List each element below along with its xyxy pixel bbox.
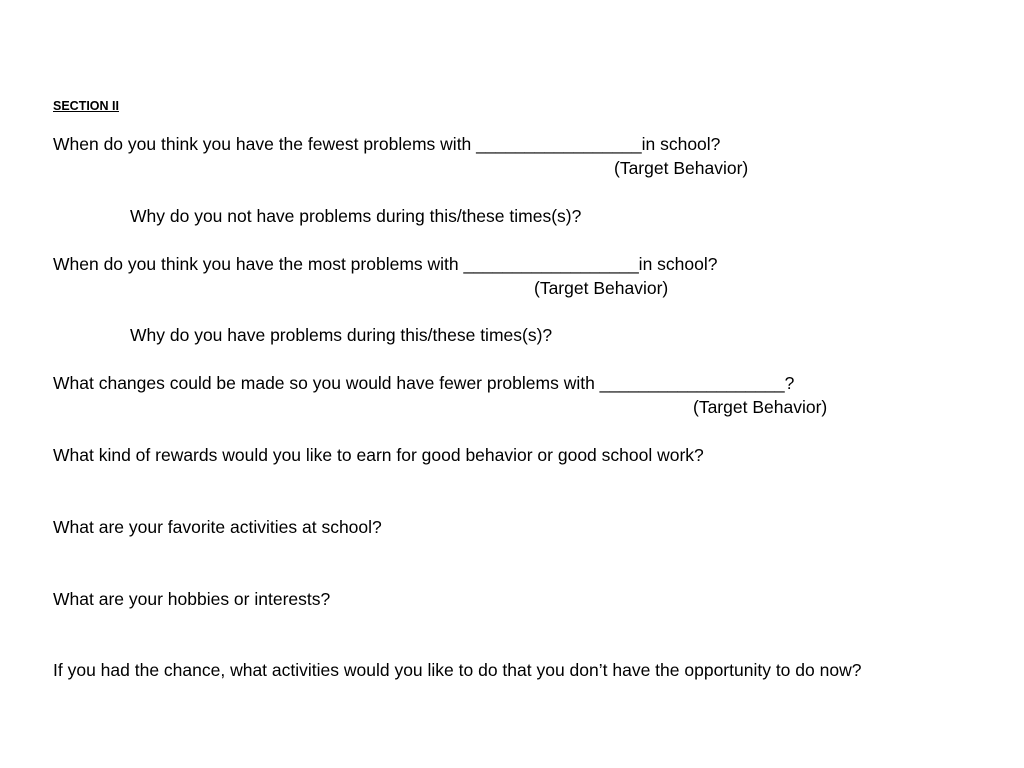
question-fewest-problems: When do you think you have the fewest problems with _________________in school? <box>53 134 721 154</box>
section-title: SECTION II <box>53 99 119 113</box>
question-opportunity: If you had the chance, what activities would you like to do that you don’t have the opportunity to do now? <box>53 660 862 680</box>
question-most-problems: When do you think you have the most problems with __________________in school? <box>53 254 718 274</box>
question-rewards: What kind of rewards would you like to earn for good behavior or good school work? <box>53 445 704 465</box>
question-why-no-problems: Why do you not have problems during this/these times(s)? <box>130 206 582 226</box>
question-changes: What changes could be made so you would have fewer problems with ___________________? <box>53 373 795 393</box>
target-behavior-label-2: (Target Behavior) <box>534 278 669 298</box>
question-why-problems: Why do you have problems during this/these times(s)? <box>130 325 553 345</box>
question-hobbies: What are your hobbies or interests? <box>53 589 331 609</box>
target-behavior-label-1: (Target Behavior) <box>614 158 749 178</box>
target-behavior-label-3: (Target Behavior) <box>693 397 828 417</box>
question-favorite-activities: What are your favorite activities at school? <box>53 517 382 537</box>
